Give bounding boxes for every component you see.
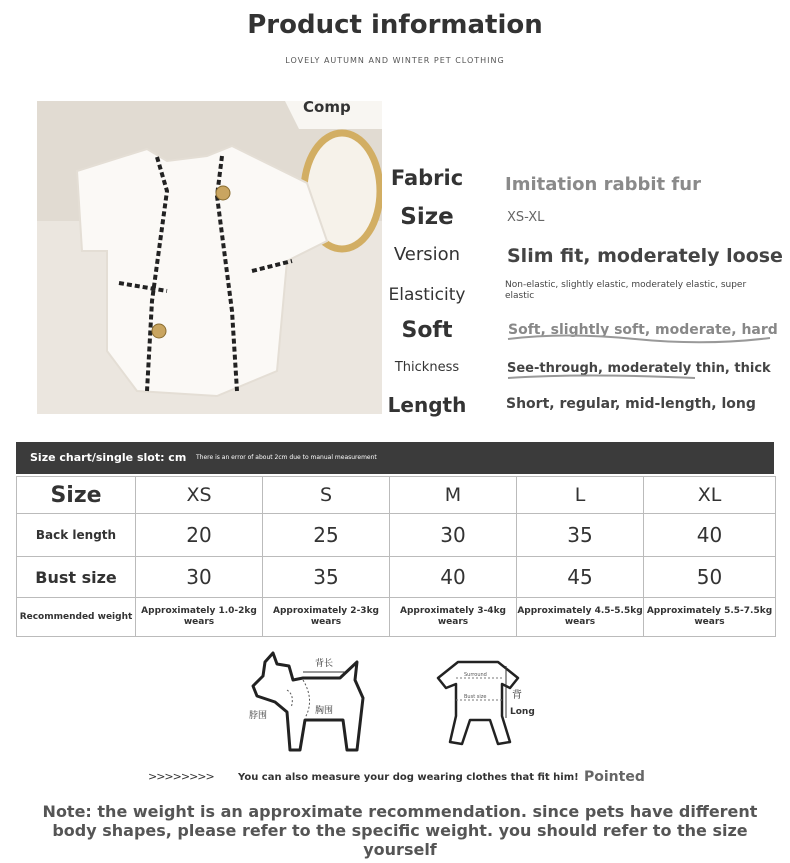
table-cell: 30 (390, 514, 517, 557)
page-title: Product information (247, 10, 543, 40)
table-cell: Approximately 1.0-2kg wears (136, 598, 263, 637)
table-cell: 20 (136, 514, 263, 557)
bust-size-row (17, 557, 776, 598)
attr-value-thickness: See-through, moderately thin, thick (507, 361, 771, 376)
fur-coat-image (37, 101, 382, 414)
size-table (16, 476, 776, 637)
table-cell: 50 (644, 557, 776, 598)
attr-label-size: Size (400, 204, 454, 230)
table-cell: Approximately 5.5-7.5kg wears (644, 598, 776, 637)
surround-label: Surround (464, 672, 487, 678)
attr-label-thickness: Thickness (394, 360, 460, 375)
attr-value-elasticity: Non-elastic, slightly elastic, moderately elastic, super elastic (505, 280, 747, 301)
chest-label: 胸围 (315, 706, 334, 716)
table-cell: 40 (390, 557, 517, 598)
garment-measure-diagram (430, 658, 545, 748)
arrow-decoration: >>>>>>>> (148, 770, 214, 783)
size-header-cell: XS (136, 477, 263, 514)
size-header-cell: S (263, 477, 390, 514)
table-cell: Approximately 3-4kg wears (390, 598, 517, 637)
attr-label-elasticity: Elasticity (388, 285, 466, 305)
attr-label-length: Length (387, 393, 467, 417)
table-row-label: Recommended weight (17, 598, 136, 637)
pointed-label: Pointed (584, 769, 645, 785)
recommended-weight-row (17, 598, 776, 637)
attr-value-fabric: Imitation rabbit fur (505, 174, 701, 195)
soft-underline (505, 334, 775, 344)
table-row-label: Bust size (17, 557, 136, 598)
size-header-cell: M (390, 477, 517, 514)
size-chart-title: Size chart/single slot: cm (30, 451, 187, 464)
table-cell: 45 (517, 557, 644, 598)
back-length-row (17, 514, 776, 557)
table-cell: 40 (644, 514, 776, 557)
table-row-label: Back length (17, 514, 136, 557)
weight-note: Note: the weight is an approximate recommendation. since pets have different body shapes, please refer to the specific weight. you should refer to the size yourself (42, 802, 758, 859)
table-cell: 25 (263, 514, 390, 557)
back-length-label: 背长 (315, 659, 334, 669)
table-cell: Approximately 2-3kg wears (263, 598, 390, 637)
dog-measure-diagram (245, 650, 370, 755)
size-chart-note: There is an error of about 2cm due to manual measurement (196, 454, 377, 461)
attr-value-soft: Soft, slightly soft, moderate, hard (508, 322, 778, 338)
size-chart-header (16, 442, 774, 474)
attr-label-soft: Soft (401, 318, 453, 343)
attr-value-version: Slim fit, moderately loose (507, 245, 783, 267)
table-cell: Approximately 4.5-5.5kg wears (517, 598, 644, 637)
size-header-cell: XL (644, 477, 776, 514)
garment-back-label: 背 (512, 690, 522, 701)
attr-value-size: XS-XL (507, 210, 545, 225)
attr-value-length: Short, regular, mid-length, long (506, 396, 756, 412)
attr-label-version: Version (393, 244, 461, 265)
table-cell: 30 (136, 557, 263, 598)
package-text: Comp (303, 101, 351, 116)
attr-label-fabric: Fabric (390, 166, 464, 190)
thickness-underline (505, 373, 775, 383)
size-header-cell: L (517, 477, 644, 514)
product-photo (37, 101, 382, 414)
garment-long-label: Long (510, 707, 535, 717)
size-header-row (17, 477, 776, 514)
size-header-cell: Size (17, 477, 136, 514)
table-cell: 35 (517, 514, 644, 557)
bust-size-label: Bust size (464, 694, 487, 700)
measure-tip: You can also measure your dog wearing clothes that fit him! (238, 772, 579, 783)
neck-label: 脖围 (249, 711, 268, 721)
table-cell: 35 (263, 557, 390, 598)
page-subtitle: LOVELY AUTUMN AND WINTER PET CLOTHING (285, 56, 505, 65)
